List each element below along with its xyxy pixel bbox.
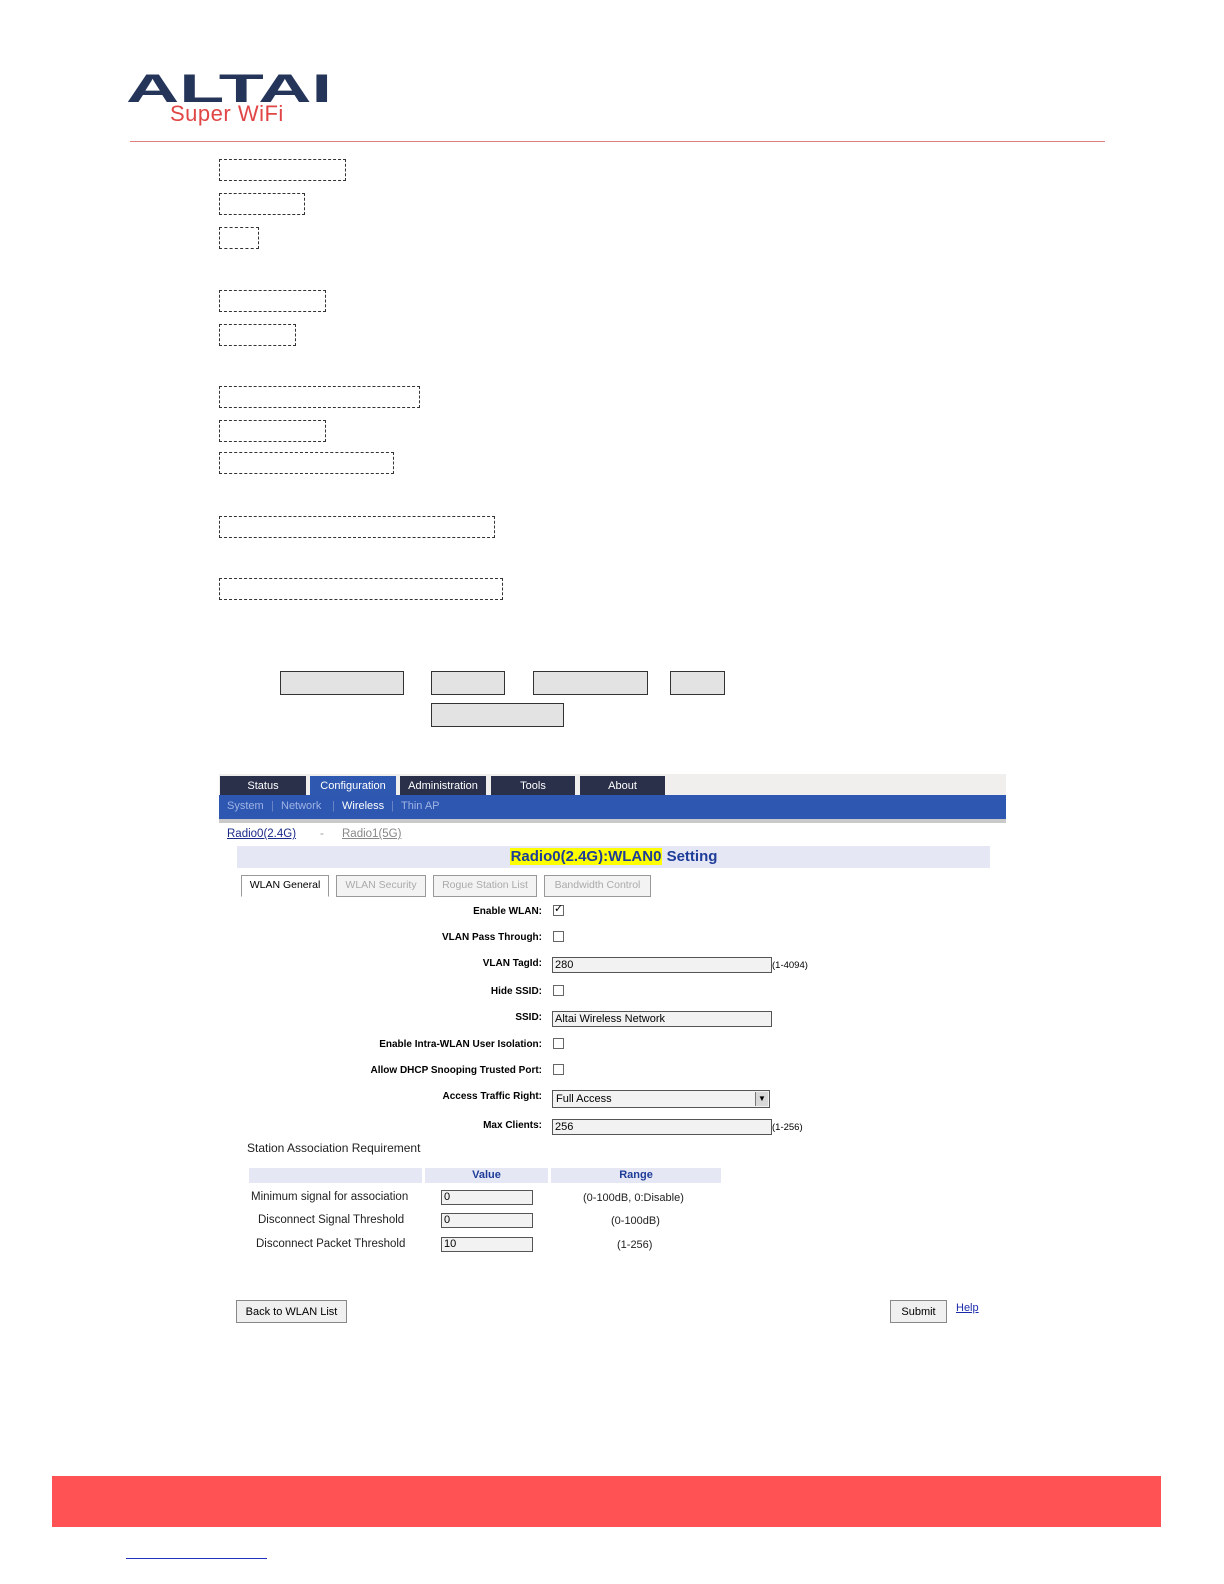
subnav-item-wireless[interactable]: Wireless: [342, 800, 385, 812]
disconnect-signal-label: Disconnect Signal Threshold: [258, 1214, 405, 1226]
submit-button[interactable]: Submit: [890, 1300, 947, 1323]
subnav-separator: |: [332, 800, 335, 812]
tab-tools[interactable]: Tools: [491, 776, 575, 796]
page-title-highlight: Radio0(2.4G):WLAN0: [510, 848, 662, 865]
access-traffic-right-select[interactable]: [552, 1090, 770, 1108]
vlan-tagid-hint: (1-4094): [772, 960, 808, 971]
ssid-input[interactable]: Altai Wireless Network: [552, 1011, 772, 1027]
radio-link-separator: -: [320, 828, 324, 840]
intra-wlan-isolation-checkbox[interactable]: [553, 1038, 564, 1049]
redacted-menu-path: [431, 703, 564, 727]
hide-ssid-label: Hide SSID:: [490, 986, 542, 997]
sub-nav-bar: [219, 795, 1006, 819]
subnav-separator: |: [271, 800, 274, 812]
redacted-menu-path: [533, 671, 648, 695]
table-header-value: Value: [425, 1168, 548, 1183]
header-divider: [130, 141, 1105, 142]
disconnect-packet-range: (1-256): [617, 1239, 653, 1251]
redacted-text-block: [219, 516, 495, 538]
footer-link-underline[interactable]: [126, 1558, 267, 1559]
tab-bandwidth-control[interactable]: Bandwidth Control: [544, 875, 651, 897]
vlan-tagid-input[interactable]: 280: [552, 957, 772, 973]
subnav-item-thin-ap[interactable]: Thin AP: [401, 800, 440, 812]
min-signal-label: Minimum signal for association: [251, 1191, 409, 1203]
dhcp-snooping-checkbox[interactable]: [553, 1064, 564, 1075]
radio1-link[interactable]: Radio1(5G): [342, 828, 402, 840]
tab-wlan-general[interactable]: WLAN General: [241, 875, 329, 897]
tab-administration[interactable]: Administration: [400, 776, 486, 796]
redacted-text-block: [219, 452, 394, 474]
enable-wlan-label: Enable WLAN:: [473, 906, 542, 917]
disconnect-signal-input[interactable]: 0: [441, 1213, 533, 1228]
enable-wlan-checkbox[interactable]: [553, 905, 564, 916]
hide-ssid-checkbox[interactable]: [553, 985, 564, 996]
redacted-text-block: [219, 324, 296, 346]
disconnect-packet-label: Disconnect Packet Threshold: [256, 1238, 406, 1250]
redacted-menu-path: [670, 671, 725, 695]
redacted-menu-path: [431, 671, 505, 695]
dhcp-snooping-label: Allow DHCP Snooping Trusted Port:: [370, 1065, 542, 1076]
nav-shadow: [219, 819, 1006, 823]
top-nav-bar: [219, 774, 1006, 796]
page-title-rest: Setting: [666, 848, 718, 865]
vlan-tagid-label: VLAN TagId:: [482, 958, 542, 969]
redacted-text-block: [219, 420, 326, 442]
tab-status[interactable]: Status: [220, 776, 306, 796]
subnav-separator: |: [391, 800, 394, 812]
redacted-text-block: [219, 290, 326, 312]
ssid-label: SSID:: [515, 1012, 542, 1023]
table-header-label: [249, 1168, 422, 1183]
redacted-text-block: [219, 227, 259, 249]
footer-band: [52, 1476, 1161, 1527]
station-assoc-title: Station Association Requirement: [247, 1141, 421, 1155]
back-to-wlan-list-button[interactable]: Back to WLAN List: [236, 1300, 347, 1323]
vlan-pass-through-checkbox[interactable]: [553, 931, 564, 942]
wlan-settings-screenshot: [219, 774, 1006, 1334]
tab-about[interactable]: About: [580, 776, 665, 796]
max-clients-input[interactable]: 256: [552, 1119, 772, 1135]
help-link[interactable]: Help: [956, 1302, 979, 1314]
tab-wlan-security[interactable]: WLAN Security: [336, 875, 426, 897]
redacted-text-block: [219, 386, 420, 408]
altai-logo-icon: [126, 72, 334, 104]
max-clients-hint: (1-256): [772, 1122, 803, 1133]
vlan-pass-through-label: VLAN Pass Through:: [441, 932, 542, 943]
redacted-text-block: [219, 578, 503, 600]
redacted-text-block: [219, 159, 346, 181]
access-traffic-right-value: Full Access: [556, 1093, 612, 1105]
redacted-text-block: [219, 193, 305, 215]
intra-wlan-isolation-label: Enable Intra-WLAN User Isolation:: [379, 1039, 542, 1050]
logo-tagline: Super WiFi: [170, 101, 284, 126]
table-header-range: Range: [551, 1168, 721, 1183]
radio0-link[interactable]: Radio0(2.4G): [227, 828, 297, 840]
chevron-down-icon[interactable]: ▼: [755, 1092, 768, 1106]
min-signal-input[interactable]: 0: [441, 1190, 533, 1205]
subnav-item-network[interactable]: Network: [281, 800, 322, 812]
access-traffic-right-label: Access Traffic Right:: [442, 1091, 542, 1102]
page-title: [237, 846, 990, 868]
subnav-item-system[interactable]: System: [227, 800, 264, 812]
disconnect-signal-range: (0-100dB): [611, 1215, 660, 1227]
tab-rogue-station-list[interactable]: Rogue Station List: [433, 875, 537, 897]
min-signal-range: (0-100dB, 0:Disable): [583, 1192, 684, 1204]
logo-text: ALTAI: [126, 72, 332, 104]
disconnect-packet-input[interactable]: 10: [441, 1237, 533, 1252]
max-clients-label: Max Clients:: [483, 1120, 542, 1131]
tab-configuration[interactable]: Configuration: [310, 776, 396, 796]
redacted-menu-path: [280, 671, 404, 695]
